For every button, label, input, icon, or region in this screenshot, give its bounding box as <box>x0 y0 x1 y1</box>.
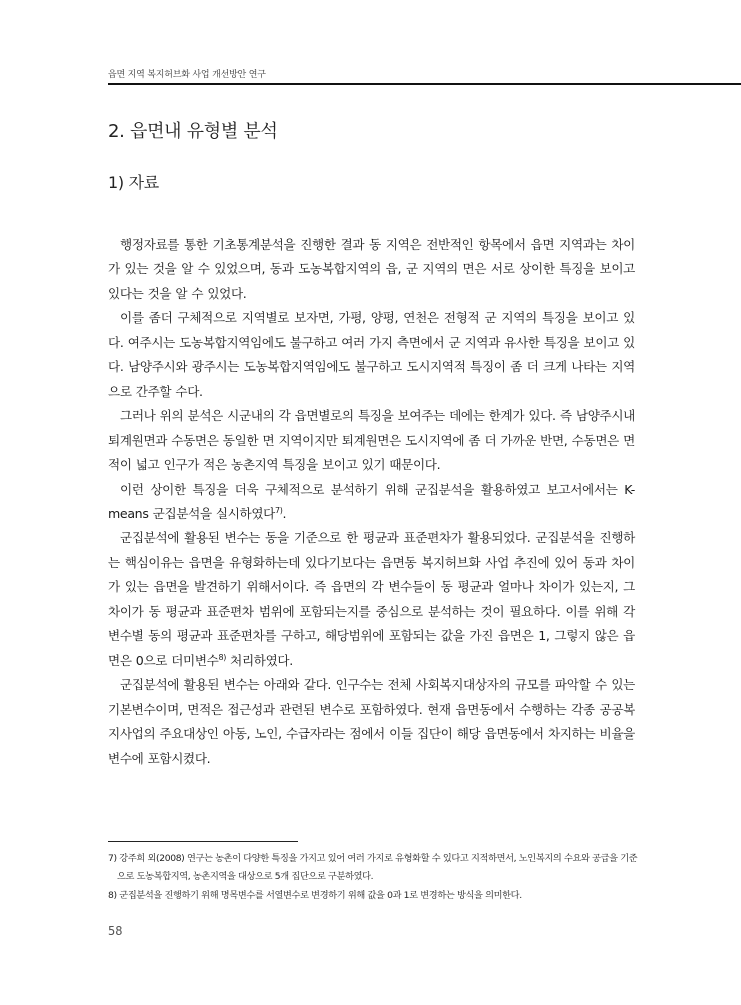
paragraph <box>108 306 635 404</box>
body-text <box>108 233 635 771</box>
page-number: 58 <box>108 924 123 938</box>
paragraph <box>108 233 635 306</box>
paragraph-text: 처리하였다. <box>226 652 293 668</box>
section-title: 2. 읍면내 유형별 분석 <box>108 121 278 142</box>
footnote-ref[interactable]: 7) <box>275 505 283 515</box>
paragraph-text: 행정자료를 통한 기초통계분석을 진행한 결과 동 지역은 전반적인 항목에서 읍면 지역과는 차이가 있는 것을 알 수 있었으며, 동과 도농복합지역의 읍, 군 지역의 면은 서로 상이한 특징을 보이고 있다는 것을 알 수 있었다. <box>108 237 635 301</box>
running-header: 읍면 지역 복지허브화 사업 개선방안 연구 <box>108 70 266 80</box>
footnote-ref[interactable]: 8) <box>218 652 227 662</box>
paragraph <box>108 673 635 771</box>
paragraph <box>108 404 635 477</box>
footnotes <box>108 850 638 905</box>
paragraph-text: . <box>282 505 287 521</box>
subsection-title: 1) 자료 <box>108 173 159 192</box>
paragraph <box>108 478 635 527</box>
footnote-rule <box>108 841 298 842</box>
paragraph-text: 그러나 위의 분석은 시군내의 각 읍면별로의 특징을 보여주는 데에는 한계가 있다. 즉 남양주시내 퇴계원면과 수동면은 동일한 면 지역이지만 퇴계원면은 도시지역에 좀 더 가까운 반면, 수동면은 면적이 넓고 인구가 적은 농촌지역 특징을 보이고 있기 때문이다. <box>108 408 635 473</box>
paragraph-text: 이런 상이한 특징을 더욱 구체적으로 분석하기 위해 군집분석을 활용하였고 보고서에서는 K-means 군집분석을 실시하였다 <box>108 481 635 521</box>
paragraph-text: 군집분석에 활용된 변수는 아래와 같다. 인구수는 전체 사회복지대상자의 규모를 파악할 수 있는 기본변수이며, 면적은 접근성과 관련된 변수로 포함하였다. 현재 읍면동에서 수행하는 각종 공공복지사업의 주요대상인 아동, 노인, 수급자라는 점에서 이들 집단이 해당 읍면동에서 차지하는 비율을 변수에 포함시켰다. <box>108 677 635 766</box>
header-rule <box>108 83 741 85</box>
paragraph-text: 군집분석에 활용된 변수는 동을 기준으로 한 평균과 표준편차가 활용되었다. 군집분석을 진행하는 핵심이유는 읍면을 유형화하는데 있다기보다는 읍면동 복지허브화 사업 추진에 있어 동과 차이가 있는 읍면을 발견하기 위해서이다. 즉 읍면의 각 변수들이 동 평균과 얼마나 차이가 있는지, 그 차이가 동 평균과 표준편차 범위에 포함되는지를 중심으로 분석하는 것이 필요하다. 이를 위해 각 변수별 동의 평균과 표준편차를 구하고, 해당범위에 포함되는 값을 가진 읍면은 1, 그렇지 않은 읍면은 0으로 더미변수 <box>108 530 635 668</box>
footnote: 8) 군집분석을 진행하기 위해 명목변수를 서열변수로 변경하기 위해 값을 0과 1로 변경하는 방식을 의미한다. <box>108 889 522 901</box>
paragraph <box>108 526 635 673</box>
footnote: 7) 강주희 외(2008) 연구는 농촌이 다양한 특징을 가지고 있어 여러 가지로 유형화할 수 있다고 지적하면서, 노인복지의 수요와 공급을 기준으로 도농복합지역, 농촌지역을 대상으로 5개 집단으로 구분하였다. <box>108 853 638 883</box>
paragraph-text: 이를 좀더 구체적으로 지역별로 보자면, 가평, 양평, 연천은 전형적 군 지역의 특징을 보이고 있다. 여주시는 도농복합지역임에도 불구하고 여러 가지 측면에서 군 지역과 유사한 특징을 보이고 있다. 남양주시와 광주시는 도농복합지역임에도 불구하고 도시지역적 특징이 좀 더 크게 나타는 지역으로 간주할 수다. <box>108 310 635 399</box>
